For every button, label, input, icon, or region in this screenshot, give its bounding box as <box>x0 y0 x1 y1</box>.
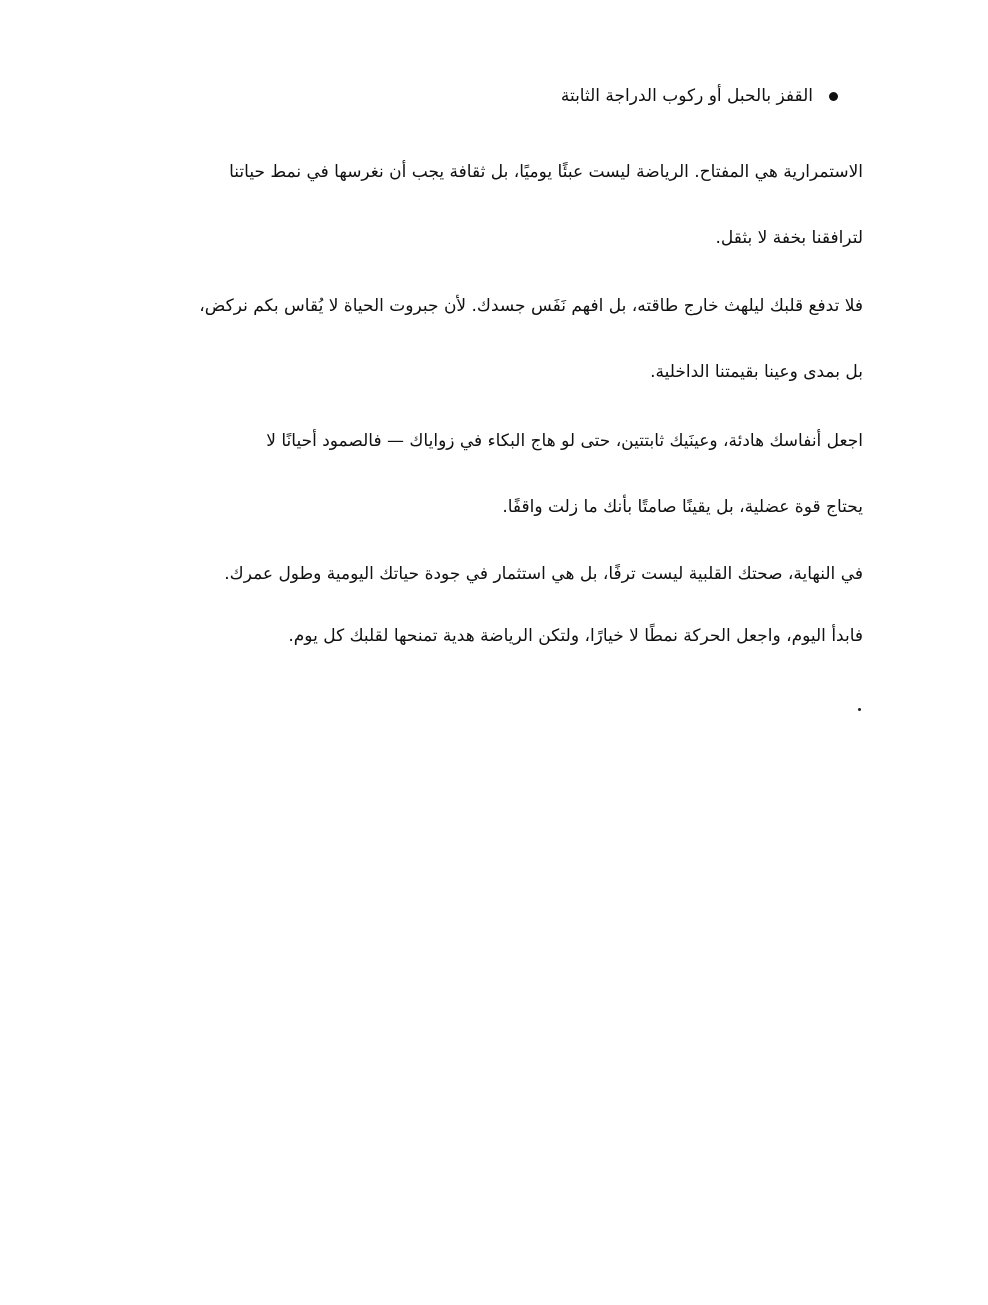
trailing-period-mark <box>858 708 861 711</box>
paragraph-line: في النهاية، صحتك القلبية ليست ترفًا، بل هي استثمار في جودة حياتك اليومية وطول عمرك. <box>224 564 863 584</box>
paragraph-consistency <box>123 139 863 271</box>
paragraph-line: لترافقنا بخفة لا بثقل. <box>715 228 863 248</box>
paragraph-line: بل بمدى وعينا بقيمتنا الداخلية. <box>650 362 863 382</box>
bullet-text: القفز بالحبل أو ركوب الدراجة الثابتة <box>560 86 813 106</box>
bullet-dot-icon <box>829 92 838 101</box>
paragraph-conclusion <box>123 543 863 667</box>
paragraph-steadfastness <box>123 408 863 540</box>
paragraph-line: الاستمرارية هي المفتاح. الرياضة ليست عبئًا يوميًا، بل ثقافة يجب أن نغرسها في نمط حياتنا <box>229 162 863 182</box>
paragraph-line: يحتاج قوة عضلية، بل يقينًا صامتًا بأنك ما زلت واقفًا. <box>502 497 863 517</box>
paragraph-breath <box>123 273 863 405</box>
paragraph-line: اجعل أنفاسك هادئة، وعينَيك ثابتتين، حتى لو هاج البكاء في زواياك — فالصمود أحيانًا لا <box>266 431 863 451</box>
paragraph-line: فلا تدفع قلبك ليلهث خارج طاقته، بل افهم نَفَس جسدك. لأن جبروت الحياة لا يُقاس بكم نركض، <box>199 296 863 316</box>
paragraph-line: فابدأ اليوم، واجعل الحركة نمطًا لا خيارًا، ولتكن الرياضة هدية تمنحها لقلبك كل يوم. <box>288 626 863 646</box>
bullet-list-item <box>561 66 838 126</box>
